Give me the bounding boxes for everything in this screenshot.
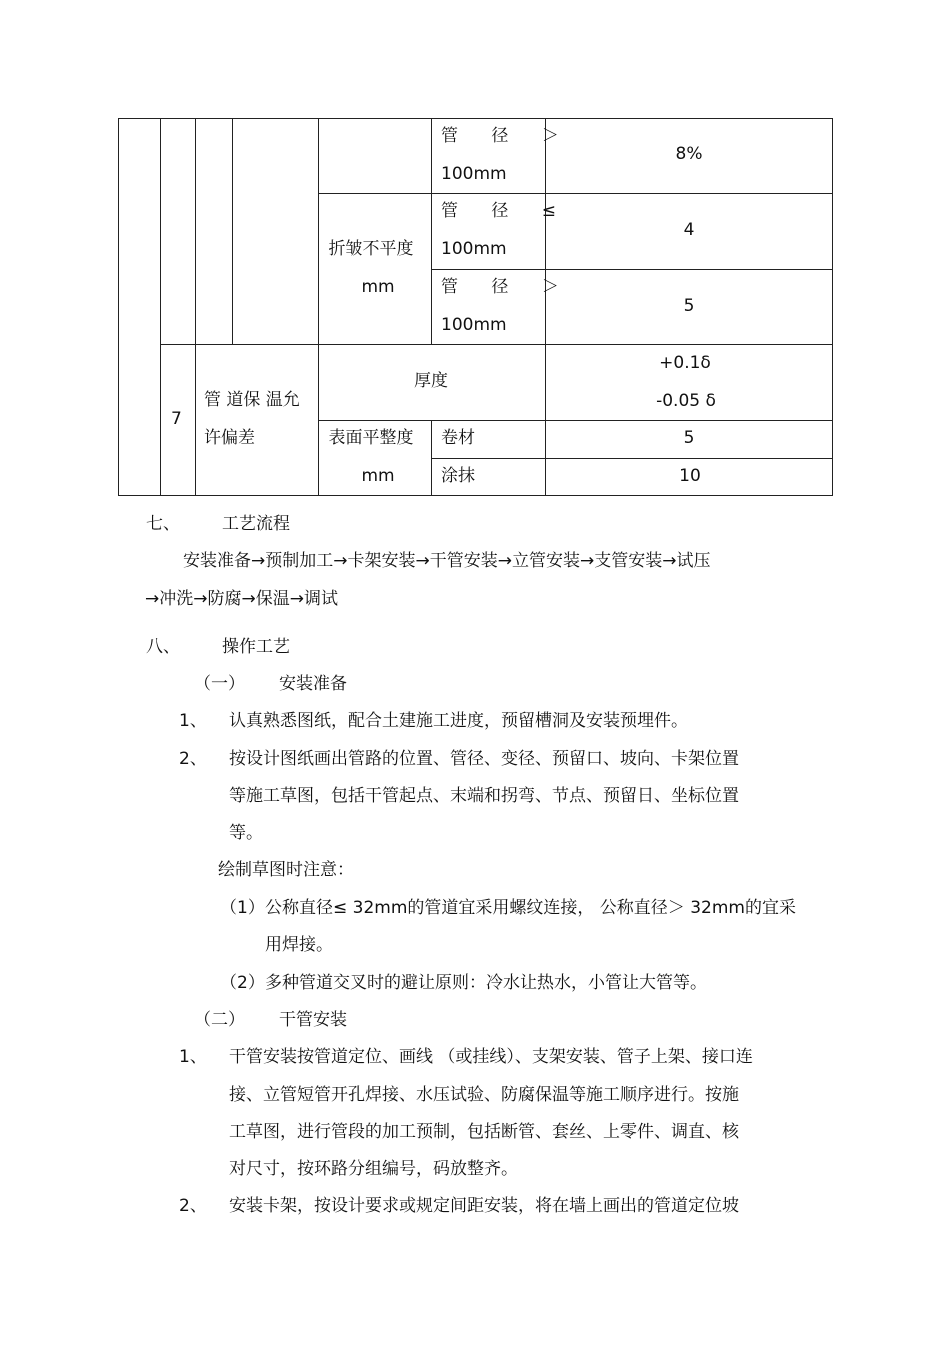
cell-thickness-upper: +0.1δ — [659, 353, 711, 373]
table-rule — [232, 118, 233, 345]
list-item-text: 等。 — [229, 823, 263, 843]
cell-value: 5 — [683, 428, 695, 448]
subsection-number: （二） — [194, 1010, 245, 1030]
cell-pipe-diameter-gt: 管 径 ＞ — [441, 126, 573, 146]
list-item-text: 工草图，进行管段的加工预制，包括断管、套丝、上零件、调直、核 — [229, 1122, 739, 1142]
cell-value: 5 — [683, 296, 695, 316]
subsection-number: （一） — [194, 674, 245, 694]
list-item-text: 认真熟悉图纸，配合土建施工进度，预留槽洞及安装预埋件。 — [229, 711, 688, 731]
process-flow-line: →冲洗→防腐→保温→调试 — [145, 589, 338, 609]
cell-pipe-diameter-gt: 管 径 ＞ — [441, 277, 573, 297]
note-title: 绘制草图时注意： — [218, 860, 354, 880]
cell-value: 10 — [679, 466, 701, 486]
list-item-text: 安装卡架，按设计要求或规定间距安装，将在墙上画出的管道定位坡 — [229, 1196, 739, 1216]
note-text: 多种管道交叉时的避让原则：冷水让热水，小管让大管等。 — [265, 973, 707, 993]
cell-insulation-tolerance: 许偏差 — [204, 428, 255, 448]
cell-thickness-lower: -0.05 δ — [656, 391, 716, 411]
table-border-top — [118, 118, 832, 119]
note-number: （2） — [220, 973, 265, 993]
table-rule — [431, 420, 432, 496]
list-item-text: 对尺寸，按环路分组编号，码放整齐。 — [229, 1159, 518, 1179]
cell-roll-material: 卷材 — [441, 428, 475, 448]
table-rule — [431, 458, 832, 459]
table-rule — [160, 118, 161, 496]
cell-coating: 涂抹 — [441, 466, 475, 486]
subsection-title: 安装准备 — [279, 674, 347, 694]
table-rule — [431, 269, 832, 270]
subsection-title: 干管安装 — [279, 1010, 347, 1030]
cell-value: 4 — [683, 220, 695, 240]
table-rule — [195, 118, 196, 496]
table-rule — [160, 344, 832, 345]
table-rule — [318, 420, 832, 421]
section-title: 操作工艺 — [222, 637, 290, 657]
cell-unit-mm: mm — [361, 466, 395, 486]
list-item-text: 干管安装按管道定位、画线 （或挂线）、支架安装、管子上架、接口连 — [229, 1047, 753, 1067]
table-rule — [318, 118, 319, 496]
cell-size-100mm: 100mm — [441, 315, 507, 335]
cell-thickness: 厚度 — [414, 371, 448, 391]
list-item-number: 2、 — [179, 1196, 207, 1216]
list-item-number: 2、 — [179, 749, 207, 769]
table-rule — [545, 118, 546, 496]
cell-value: 8% — [675, 144, 703, 164]
table-border-left — [118, 118, 119, 496]
cell-size-100mm: 100mm — [441, 164, 507, 184]
cell-insulation-tolerance: 管 道保 温允 — [204, 390, 300, 410]
cell-unit-mm: mm — [361, 277, 395, 297]
list-item-number: 1、 — [179, 711, 207, 731]
cell-size-100mm: 100mm — [441, 239, 507, 259]
cell-pipe-diameter-le: 管 径 ≤ — [441, 201, 571, 221]
table-rule — [318, 193, 832, 194]
table-border-right — [832, 118, 833, 496]
note-text: 用焊接。 — [265, 935, 333, 955]
cell-surface-flatness: 表面平整度 — [328, 428, 414, 448]
note-text: 公称直径≤ 32mm的管道宜采用螺纹连接， 公称直径＞ 32mm的宜采 — [265, 898, 796, 918]
note-number: （1） — [220, 898, 265, 918]
section-number: 七、 — [146, 514, 180, 534]
cell-fold-unevenness: 折皱不平度 — [328, 239, 414, 259]
table-border-bottom — [118, 495, 832, 496]
process-flow-line: 安装准备→预制加工→卡架安装→干管安装→立管安装→支管安装→试压 — [183, 551, 711, 571]
list-item-text: 接、立管短管开孔焊接、水压试验、防腐保温等施工顺序进行。按施 — [229, 1085, 739, 1105]
section-number: 八、 — [146, 637, 180, 657]
section-title: 工艺流程 — [222, 514, 290, 534]
list-item-number: 1、 — [179, 1047, 207, 1067]
list-item-text: 按设计图纸画出管路的位置、管径、变径、预留口、坡向、卡架位置 — [229, 749, 739, 769]
cell-item-number: 7 — [171, 409, 182, 429]
list-item-text: 等施工草图，包括干管起点、末端和拐弯、节点、预留日、坐标位置 — [229, 786, 739, 806]
table-rule — [431, 118, 432, 345]
